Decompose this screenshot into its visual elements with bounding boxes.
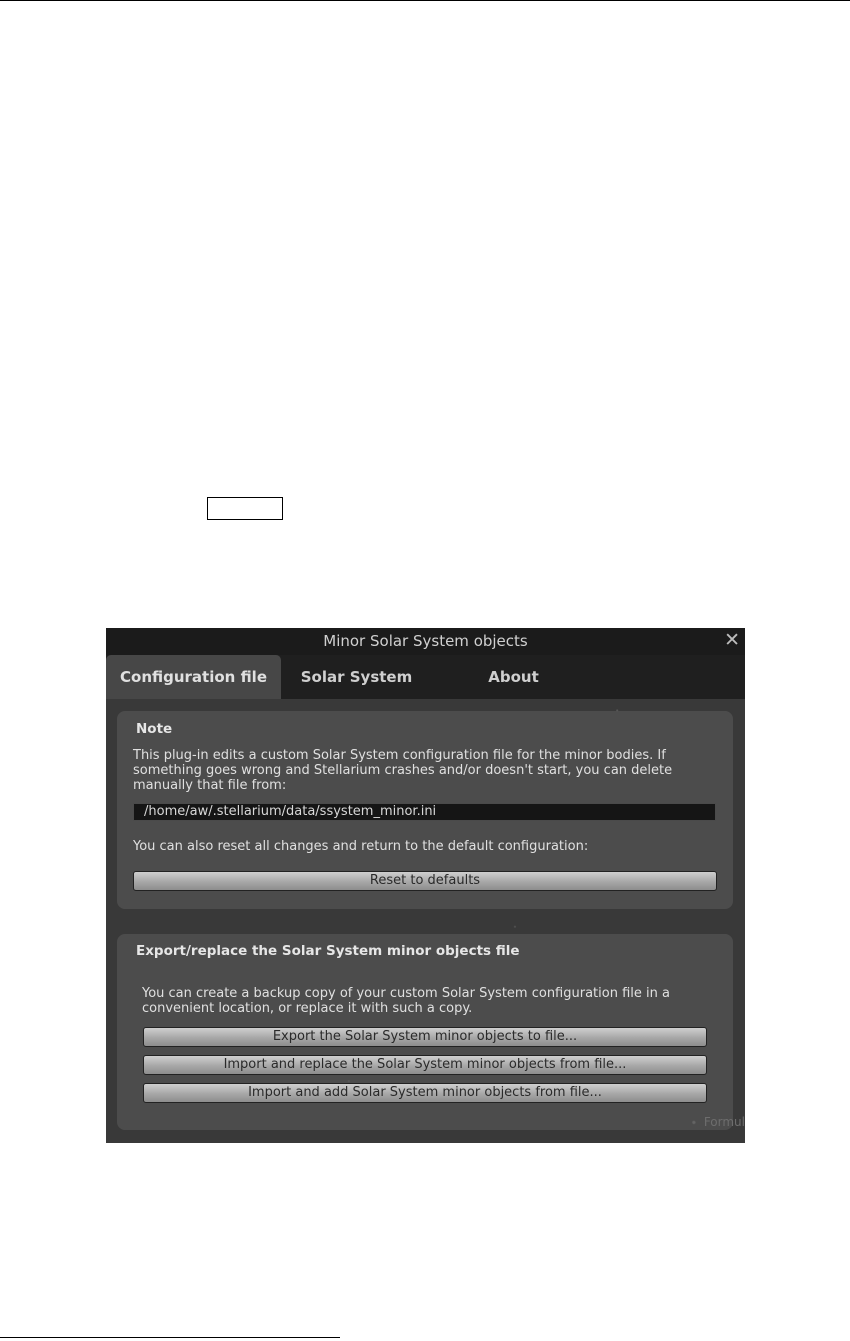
footnote-rule [0, 1337, 340, 1338]
title-bar[interactable] [106, 628, 745, 655]
export-text [142, 986, 722, 1016]
corner-label: Formul [703, 1115, 745, 1129]
tab-about[interactable]: About [488, 668, 539, 686]
note-text [133, 748, 729, 793]
tab-configuration-file[interactable]: Configuration file [106, 655, 281, 699]
export-button[interactable]: Export the Solar System minor objects to file... [143, 1027, 707, 1047]
window-title: Minor Solar System objects [323, 632, 528, 650]
import-replace-button[interactable]: Import and replace the Solar System minor objects from file... [143, 1055, 707, 1075]
reset-defaults-button[interactable]: Reset to defaults [133, 871, 717, 891]
tab-solar-system[interactable]: Solar System [300, 668, 413, 686]
close-icon[interactable]: ✕ [724, 629, 740, 651]
export-line: You can create a backup copy of your custom Solar System configuration file in a [142, 986, 670, 1001]
tab-bar [106, 655, 745, 699]
reference-box [207, 497, 283, 520]
import-add-button[interactable]: Import and add Solar System minor objects from file... [143, 1083, 707, 1103]
note-title: Note [136, 721, 173, 737]
export-title: Export/replace the Solar System minor objects file [136, 943, 520, 959]
export-line: convenient location, or replace it with such a copy. [142, 1001, 473, 1016]
reset-description: You can also reset all changes and return to the default configuration: [133, 839, 589, 854]
note-line: something goes wrong and Stellarium crashes and/or doesn't start, you can delete [133, 763, 673, 778]
note-line: manually that file from: [133, 778, 287, 793]
export-panel [117, 934, 733, 1130]
tab-content [106, 699, 745, 1143]
note-panel [117, 711, 733, 909]
page-top-rule [0, 0, 850, 1]
plugin-dialog [106, 628, 745, 1143]
note-line: This plug-in edits a custom Solar System configuration file for the minor bodies. If [133, 748, 666, 763]
config-path-field[interactable]: /home/aw/.stellarium/data/ssystem_minor.ini [133, 803, 716, 821]
